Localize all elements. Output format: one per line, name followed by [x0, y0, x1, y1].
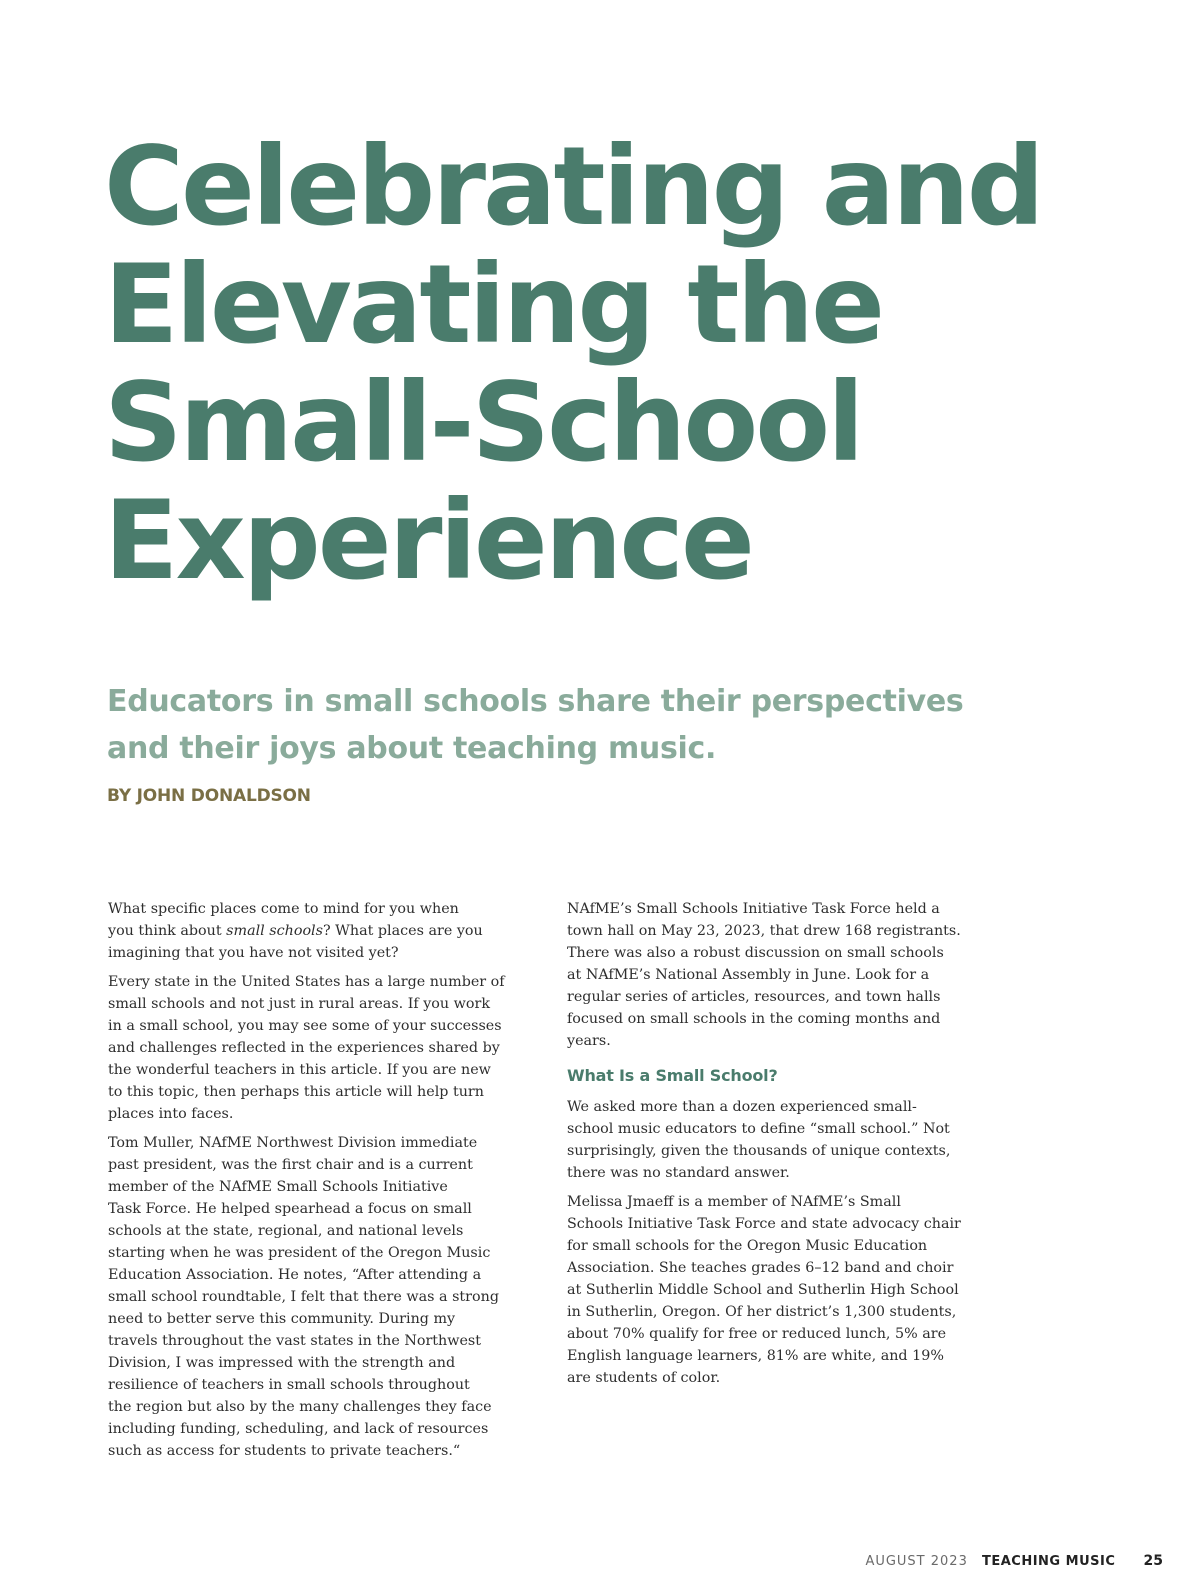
text-line: places into faces. [108, 1106, 234, 1122]
text-line: about 70% qualify for free or reduced lunch, 5% are [567, 1326, 947, 1342]
article-title [104, 123, 1164, 604]
text-line: There was also a robust discussion on small schools [567, 945, 944, 961]
emphasis-text: small schools [226, 923, 323, 939]
text-line: resilience of teachers in small schools throughout [108, 1377, 470, 1393]
text-fragment: you think about [108, 923, 227, 939]
text-line: regular series of articles, resources, and town halls [567, 989, 941, 1005]
text-line: need to better serve this community. During my [108, 1311, 456, 1327]
text-line [108, 920, 540, 942]
text-line: the wonderful teachers in this article. If you are new [108, 1062, 491, 1078]
paragraph [567, 1096, 999, 1184]
text-line: Education Association. He notes, “After attending a [108, 1267, 482, 1283]
subtitle-line: Educators in small schools share their perspectives [107, 684, 964, 719]
title-line: Elevating the [104, 241, 883, 368]
paragraph [567, 1191, 999, 1389]
text-line: such as access for students to private teachers.“ [108, 1443, 461, 1459]
text-line: Division, I was impressed with the strength and [108, 1355, 456, 1371]
magazine-name: TEACHING MUSIC [981, 1554, 1116, 1569]
text-line: the region but also by the many challenges they face [108, 1399, 492, 1415]
section-heading: What Is a Small School? [567, 1066, 778, 1085]
text-line: imagining that you have not visited yet? [108, 945, 399, 961]
subtitle-line: and their joys about teaching music. [107, 731, 717, 766]
title-line: Small-School [104, 359, 862, 486]
page-footer [865, 1553, 1163, 1569]
title-line: Experience [104, 477, 752, 604]
text-line: school music educators to define “small school.” Not [567, 1121, 950, 1137]
title-line: Celebrating and [104, 123, 1042, 250]
text-line: including funding, scheduling, and lack of resources [108, 1421, 489, 1437]
text-line: there was no standard answer. [567, 1165, 790, 1181]
text-line: Schools Initiative Task Force and state advocacy chair [567, 1216, 961, 1232]
text-fragment: ? What places are you [322, 923, 483, 939]
text-line: in a small school, you may see some of your successes [108, 1018, 502, 1034]
text-line: town hall on May 23, 2023, that drew 168 registrants. [567, 923, 961, 939]
text-line: and challenges reflected in the experiences shared by [108, 1040, 500, 1056]
text-line: schools at the state, regional, and national levels [108, 1223, 464, 1239]
paragraph [108, 1132, 540, 1462]
article-subtitle [107, 678, 1107, 772]
paragraph [108, 898, 540, 964]
text-line: member of the NAfME Small Schools Initiative [108, 1179, 448, 1195]
text-line: at NAfME’s National Assembly in June. Look for a [567, 967, 930, 983]
text-line: Tom Muller, NAfME Northwest Division immediate [108, 1135, 478, 1151]
text-line: Every state in the United States has a large number of [108, 974, 505, 990]
page-number: 25 [1143, 1553, 1163, 1569]
text-line: small school roundtable, I felt that there was a strong [108, 1289, 499, 1305]
text-line: are students of color. [567, 1370, 721, 1386]
byline: BY JOHN DONALDSON [107, 786, 311, 806]
text-line: at Sutherlin Middle School and Sutherlin High School [567, 1282, 959, 1298]
text-line: to this topic, then perhaps this article will help turn [108, 1084, 484, 1100]
text-line: English language learners, 81% are white, and 19% [567, 1348, 944, 1364]
text-line: in Sutherlin, Oregon. Of her district’s 1,300 students, [567, 1304, 957, 1320]
text-line: focused on small schools in the coming months and [567, 1011, 941, 1027]
text-line: travels throughout the vast states in the Northwest [108, 1333, 482, 1349]
text-line: Melissa Jmaeff is a member of NAfME’s Small [567, 1194, 901, 1210]
text-line: surprisingly, given the thousands of unique contexts, [567, 1143, 951, 1159]
text-line: Association. She teaches grades 6–12 band and choir [567, 1260, 954, 1276]
text-line: We asked more than a dozen experienced small- [567, 1099, 917, 1115]
issue-date: AUGUST 2023 [865, 1554, 968, 1569]
paragraph [108, 971, 540, 1125]
text-line: small schools and not just in rural areas. If you work [108, 996, 491, 1012]
text-line: starting when he was president of the Oregon Music [108, 1245, 491, 1261]
text-line: NAfME’s Small Schools Initiative Task Force held a [567, 901, 940, 917]
body-column-left [108, 898, 540, 1469]
text-line: for small schools for the Oregon Music Education [567, 1238, 928, 1254]
text-line: Task Force. He helped spearhead a focus on small [108, 1201, 472, 1217]
text-line: What specific places come to mind for you when [108, 901, 459, 917]
text-line: years. [567, 1033, 611, 1049]
text-line: past president, was the first chair and is a current [108, 1157, 473, 1173]
body-column-right [567, 898, 999, 1396]
paragraph [567, 898, 999, 1052]
